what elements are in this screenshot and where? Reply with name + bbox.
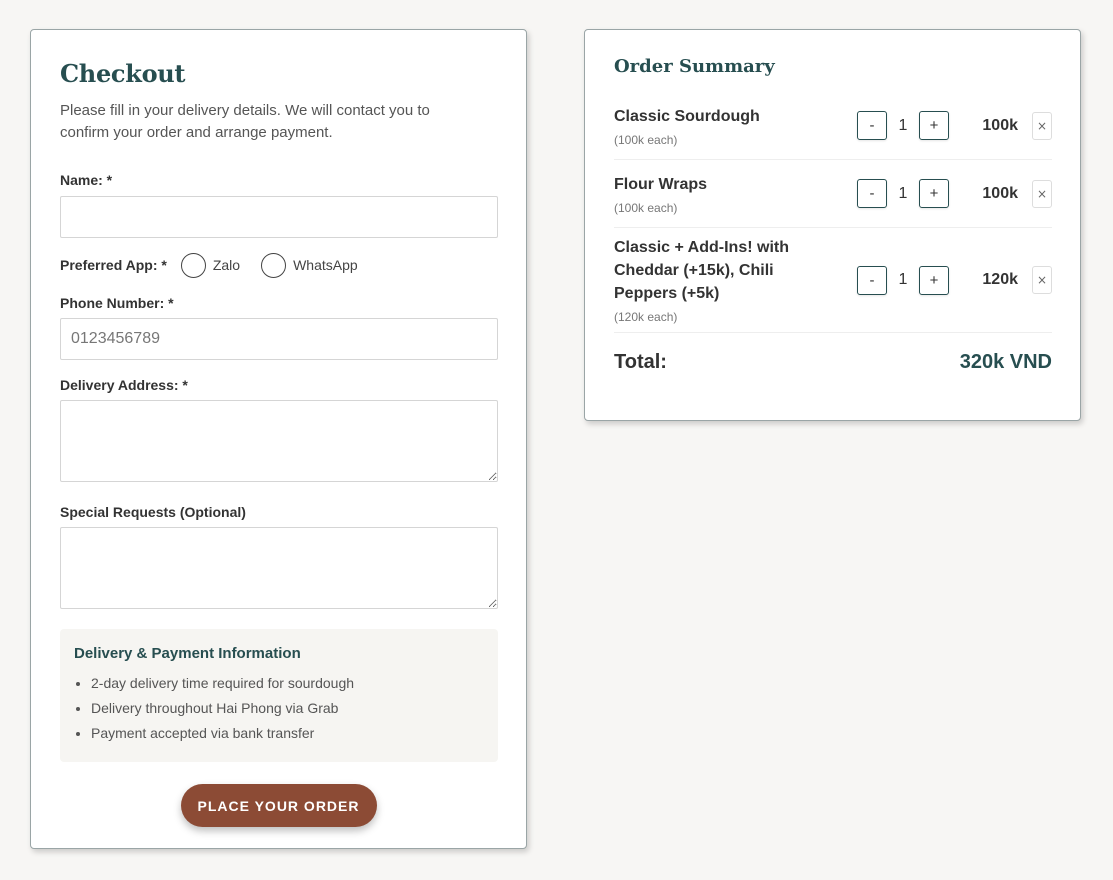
info-item: • Delivery throughout Hai Phong via Grab [91, 696, 484, 721]
radio-label-whatsapp: WhatsApp [293, 257, 358, 273]
list-item [614, 92, 1052, 160]
checkout-intro: Please fill in your delivery details. We will contact you to confirm your order and arrange payment. [60, 102, 430, 141]
preferred-app-label: Preferred App: * [60, 257, 167, 273]
item-qty: 1 [898, 271, 908, 288]
summary-items [614, 92, 1051, 333]
remove-item-button[interactable]: × [1032, 180, 1052, 208]
name-label: Name: * [60, 172, 113, 188]
item-name: Flour Wraps [614, 175, 708, 193]
increase-qty-button[interactable]: + [919, 111, 949, 140]
order-summary-card [584, 29, 1081, 421]
delivery-info-box [60, 629, 498, 762]
total-row [614, 333, 1052, 391]
item-price: 120k [982, 271, 1018, 288]
item-unit-price: (100k each) [614, 132, 678, 147]
item-info [614, 236, 839, 324]
item-price: 100k [982, 116, 1018, 134]
address-textarea[interactable] [60, 400, 498, 482]
checkout-card [30, 29, 527, 849]
item-unit-price: (100k each) [614, 200, 678, 215]
item-name: Classic + Add-Ins! with Cheddar (+15k), Chili Peppers (+5k) [614, 239, 789, 302]
place-order-button[interactable]: PLACE YOUR ORDER [181, 784, 377, 827]
info-item: • 2-day delivery time required for sourdough [91, 671, 484, 696]
remove-item-button[interactable]: × [1032, 112, 1052, 140]
total-label: Total: [614, 350, 667, 373]
item-qty: 1 [898, 116, 908, 134]
item-info [614, 105, 839, 147]
total-value: 320k VND [959, 350, 1052, 373]
decrease-qty-button[interactable]: - [857, 266, 887, 295]
radio-label-zalo: Zalo [212, 257, 241, 273]
item-unit-price: (120k each) [614, 310, 678, 324]
item-controls [857, 111, 1052, 140]
list-item [614, 228, 1052, 333]
item-controls [857, 266, 1052, 295]
preferred-app-group [60, 252, 497, 278]
radio-whatsapp[interactable] [261, 253, 358, 278]
requests-textarea[interactable] [60, 527, 498, 609]
radio-circle-whatsapp[interactable] [261, 253, 286, 278]
item-info [614, 173, 839, 215]
list-item [614, 160, 1052, 228]
item-name: Classic Sourdough [614, 107, 760, 125]
phone-input[interactable] [60, 318, 498, 360]
summary-title: Order Summary [614, 56, 775, 77]
remove-item-button[interactable]: × [1032, 266, 1052, 294]
decrease-qty-button[interactable]: - [857, 179, 887, 208]
item-qty: 1 [898, 184, 908, 202]
radio-zalo[interactable] [181, 253, 240, 278]
increase-qty-button[interactable]: + [919, 179, 949, 208]
item-controls [857, 179, 1052, 208]
radio-circle-zalo[interactable] [181, 253, 206, 278]
info-item: • Payment accepted via bank transfer [91, 721, 484, 746]
info-title: Delivery & Payment Information [74, 645, 301, 662]
info-list [74, 671, 484, 746]
address-label: Delivery Address: * [60, 377, 188, 393]
phone-label: Phone Number: * [60, 295, 174, 311]
increase-qty-button[interactable]: + [919, 266, 949, 295]
requests-label: Special Requests (Optional) [60, 504, 246, 520]
item-price: 100k [982, 184, 1018, 202]
name-input[interactable] [60, 196, 498, 238]
decrease-qty-button[interactable]: - [857, 111, 887, 140]
checkout-title: Checkout [60, 59, 186, 88]
